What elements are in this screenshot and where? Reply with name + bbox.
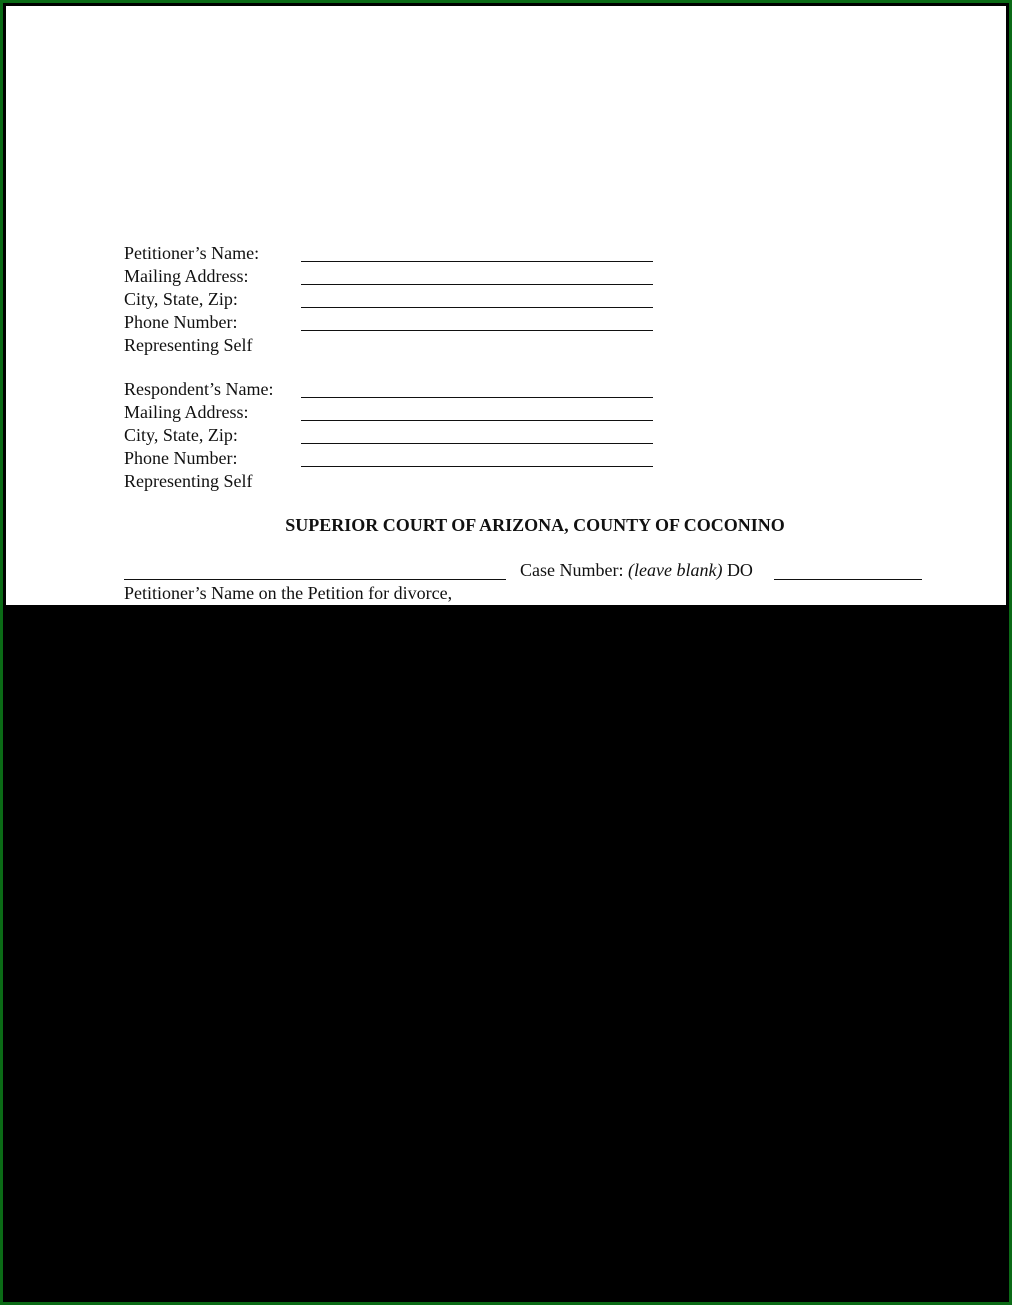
- respondent-phone-field[interactable]: [301, 466, 653, 467]
- petitioner-name-field[interactable]: [301, 261, 653, 262]
- respondent-city-state-zip-label: City, State, Zip:: [124, 425, 238, 445]
- petitioner-phone-field[interactable]: [301, 330, 653, 331]
- respondent-mailing-address-label: Mailing Address:: [124, 402, 249, 422]
- petitioner-city-state-zip-label: City, State, Zip:: [124, 289, 238, 309]
- respondent-phone-label: Phone Number:: [124, 448, 238, 468]
- case-number-field[interactable]: [774, 579, 922, 580]
- petitioner-representing-self: Representing Self: [124, 335, 253, 355]
- case-number-label: [520, 559, 753, 581]
- petitioner-name-label: Petitioner’s Name:: [124, 243, 260, 263]
- document-page: [6, 6, 1006, 605]
- petitioner-city-state-zip-field[interactable]: [301, 307, 653, 308]
- case-number-hint: (leave blank): [627, 560, 723, 580]
- petitioner-mailing-address-label: Mailing Address:: [124, 266, 249, 286]
- petitioner-mailing-address-field[interactable]: [301, 284, 653, 285]
- petitioner-caption-field[interactable]: [124, 579, 506, 580]
- court-heading: SUPERIOR COURT OF ARIZONA, COUNTY OF COCONINO: [285, 515, 785, 535]
- petitioner-phone-label: Phone Number:: [124, 312, 238, 332]
- respondent-name-label: Respondent’s Name:: [124, 379, 274, 399]
- respondent-mailing-address-field[interactable]: [301, 420, 653, 421]
- case-number-text: Case Number:: [520, 560, 624, 580]
- respondent-name-field[interactable]: [301, 397, 653, 398]
- respondent-city-state-zip-field[interactable]: [301, 443, 653, 444]
- respondent-representing-self: Representing Self: [124, 471, 253, 491]
- petitioner-caption-label: Petitioner’s Name on the Petition for divorce,: [124, 583, 453, 603]
- case-number-prefix: DO: [726, 560, 753, 580]
- redacted-area: [6, 605, 1006, 1299]
